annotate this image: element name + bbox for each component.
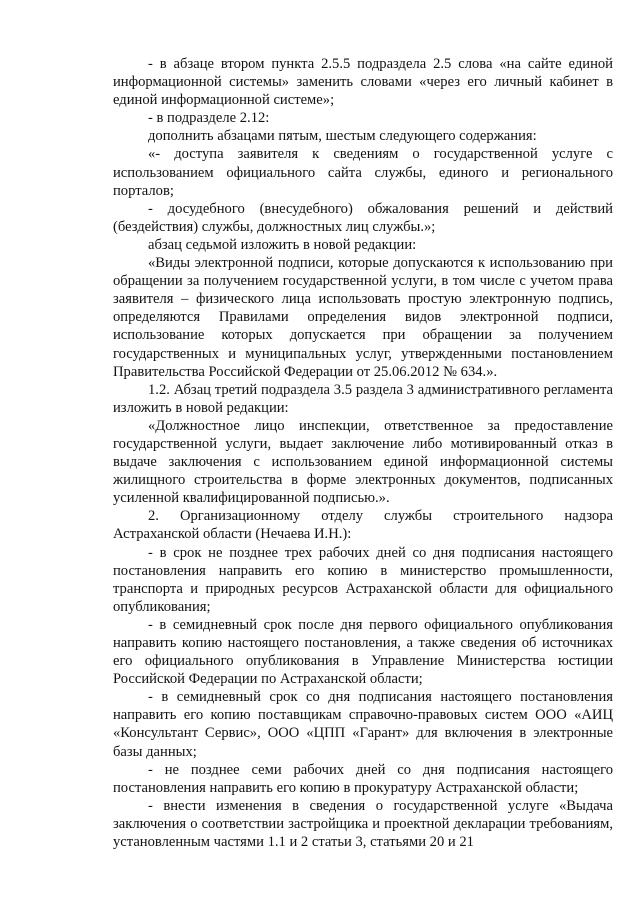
paragraph-11: - в срок не позднее трех рабочих дней со дня подписания настоящего постановления направить его копию в министерство промышленности, транспорта и природных ресурсов Астраханской области для официального опубликования; <box>113 544 613 615</box>
paragraph-7: «Виды электронной подписи, которые допускаются к использованию при обращении за получением государственной услуги, в том числе с учетом права заявителя – физического лица использовать простую электронную подпись, определяются Правилами определения видов электронной подписи, использование которых допускается при обращении за получением государственных и муниципальных услуг, утвержденными постановлением Правительства Российской Федерации от 25.06.2012 № 634.». <box>113 255 613 380</box>
paragraph-14: - не позднее семи рабочих дней со дня подписания настоящего постановления направить его копию в прокуратуру Астраханской области; <box>113 761 613 796</box>
paragraph-12: - в семидневный срок после дня первого официального опубликования направить копию настоящего постановления, а также сведения об источниках его официального опубликования в Управление Министерства юстиции Российской Федерации по Астраханской области; <box>113 616 613 688</box>
paragraph-2: - в подразделе 2.12: <box>148 110 270 127</box>
paragraph-5: - досудебного (внесудебного) обжалования решений и действий (бездействия) службы, должностных лиц службы.»; <box>113 200 613 235</box>
document-page <box>113 55 613 851</box>
paragraph-15: - внести изменения в сведения о государственной услуге «Выдача заключения о соответствии застройщика и проектной декларации требованиям, установленным частями 1.1 и 2 статьи 3, статьями 20 и 21 <box>113 797 613 851</box>
paragraph-4: «- доступа заявителя к сведениям о государственной услуге с использованием официального сайта службы, единого и регионального порталов; <box>113 146 613 199</box>
paragraph-10: 2. Организационному отделу службы строительного надзора Астраханской области (Нечаева И.Н.): <box>113 508 613 543</box>
paragraph-6: абзац седьмой изложить в новой редакции: <box>148 236 417 253</box>
paragraph-13: - в семидневный срок со дня подписания настоящего постановления направить его копию поставщикам справочно-правовых систем ООО «АИЦ «Консультант Сервис», ООО «ЦПП «Гарант» для включения в электронные базы данных; <box>113 689 613 760</box>
paragraph-1: - в абзаце втором пункта 2.5.5 подраздела 2.5 слова «на сайте единой информационной системы» заменить словами «через его личный кабинет в единой информационной системе»; <box>113 56 613 109</box>
paragraph-3: дополнить абзацами пятым, шестым следующего содержания: <box>148 128 537 145</box>
paragraph-9: «Должностное лицо инспекции, ответственное за предоставление государственной услуги, выдает заключение либо мотивированный отказ в выдаче заключения с использованием единой информационной системы жилищного строительства в форме электронных документов, подписанных усиленной квалифицированной подписью.». <box>113 417 613 507</box>
paragraph-8: 1.2. Абзац третий подраздела 3.5 раздела 3 административного регламента изложить в новой редакции: <box>113 381 613 416</box>
